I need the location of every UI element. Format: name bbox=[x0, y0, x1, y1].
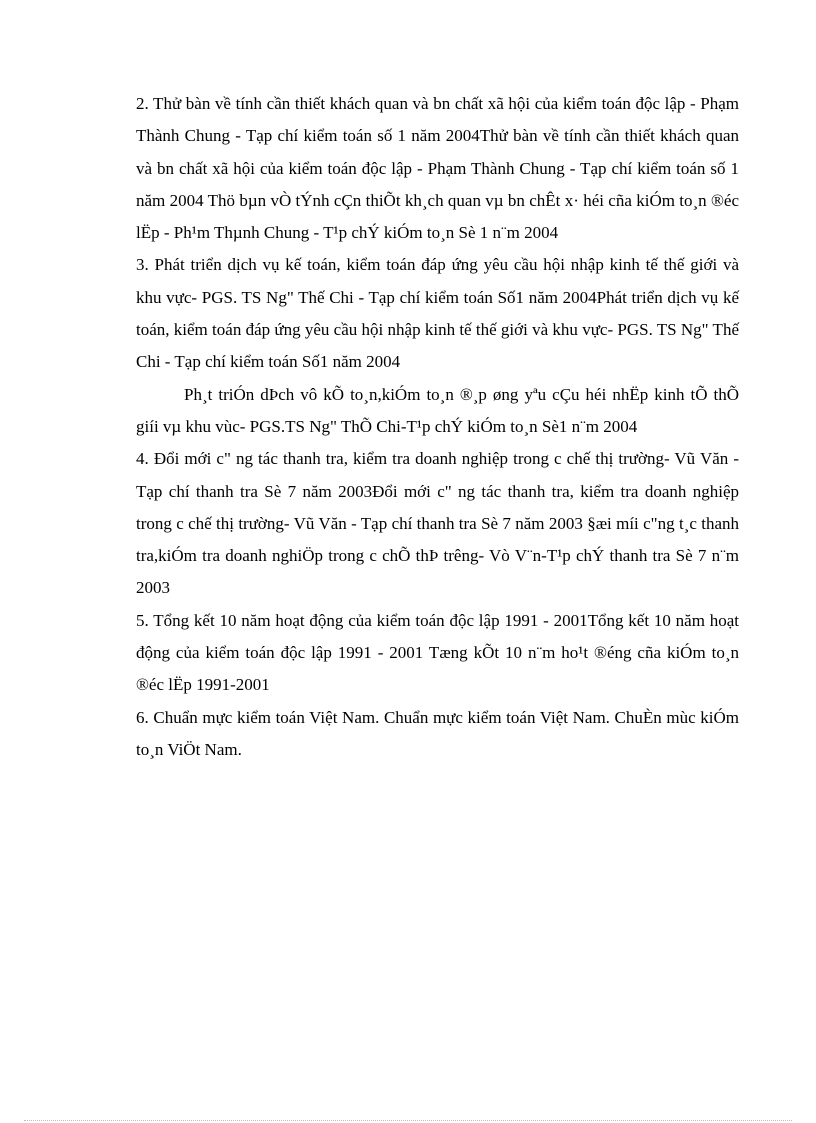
reference-item-3-legacy-encoding: Ph¸t triÓn dÞch vô kÕ to¸n,kiÓm to¸n ®¸p øng yªu cÇu héi nhËp kinh tÕ thÕ giíi vµ khu vùc- PGS.TS Ng" ThÕ Chi-T¹p chÝ kiÓm to¸n Sè1 n¨m 2004 bbox=[136, 384, 739, 436]
reference-item-6: 6. Chuẩn mực kiểm toán Việt Nam. Chuẩn mực kiểm toán Việt Nam. ChuÈn mùc kiÓm to¸n ViÖt Nam. bbox=[136, 707, 739, 759]
reference-item-4: 4. Đổi mới c" ng tác thanh tra, kiểm tra doanh nghiệp trong c chế thị trường- Vũ Văn - Tạp chí thanh tra Sè 7 năm 2003Đổi mới c" ng tác thanh tra, kiểm tra doanh nghiệp trong c chế thị trường- Vũ Văn - Tạp chí thanh tra Sè 7 năm 2003 §æi míi c"ng t¸c thanh tra,kiÓm tra doanh nghiÖp trong c chÕ thÞ trêng- Vò V¨n-T¹p chÝ thanh tra Sè 7 n¨m 2003 bbox=[136, 449, 739, 598]
page-bottom-border bbox=[24, 1120, 792, 1121]
reference-item-2: 2. Thử bàn về tính cần thiết khách quan và bn chất xã hội của kiểm toán độc lập - Phạm Thành Chung - Tạp chí kiểm toán số 1 năm 2004Thử bàn về tính cần thiết khách quan và bn chất xã hội của kiểm toán độc lập - Phạm Thành Chung - Tạp chí kiểm toán số 1 năm 2004 Thö bµn vÒ tÝnh cÇn thiÕt kh¸ch quan vµ bn chÊt x· héi cña kiÓm to¸n ®éc lËp - Ph¹m Thµnh Chung - T¹p chÝ kiÓm to¸n Sè 1 n¨m 2004 bbox=[136, 94, 739, 243]
reference-item-5: 5. Tổng kết 10 năm hoạt động của kiểm toán độc lập 1991 - 2001Tổng kết 10 năm hoạt động của kiểm toán độc lập 1991 - 2001 Tæng kÕt 10 n¨m ho¹t ®éng cña kiÓm to¸n ®éc lËp 1991-2001 bbox=[136, 610, 739, 695]
reference-item-3: 3. Phát triển dịch vụ kế toán, kiểm toán đáp ứng yêu cầu hội nhập kinh tế thế giới và khu vực- PGS. TS Ng" Thế Chi - Tạp chí kiểm toán Số1 năm 2004Phát triển dịch vụ kế toán, kiểm toán đáp ứng yêu cầu hội nhập kinh tế thế giới và khu vực- PGS. TS Ng" Thế Chi - Tạp chí kiểm toán Số1 năm 2004 bbox=[136, 255, 739, 372]
document-body bbox=[136, 88, 739, 766]
